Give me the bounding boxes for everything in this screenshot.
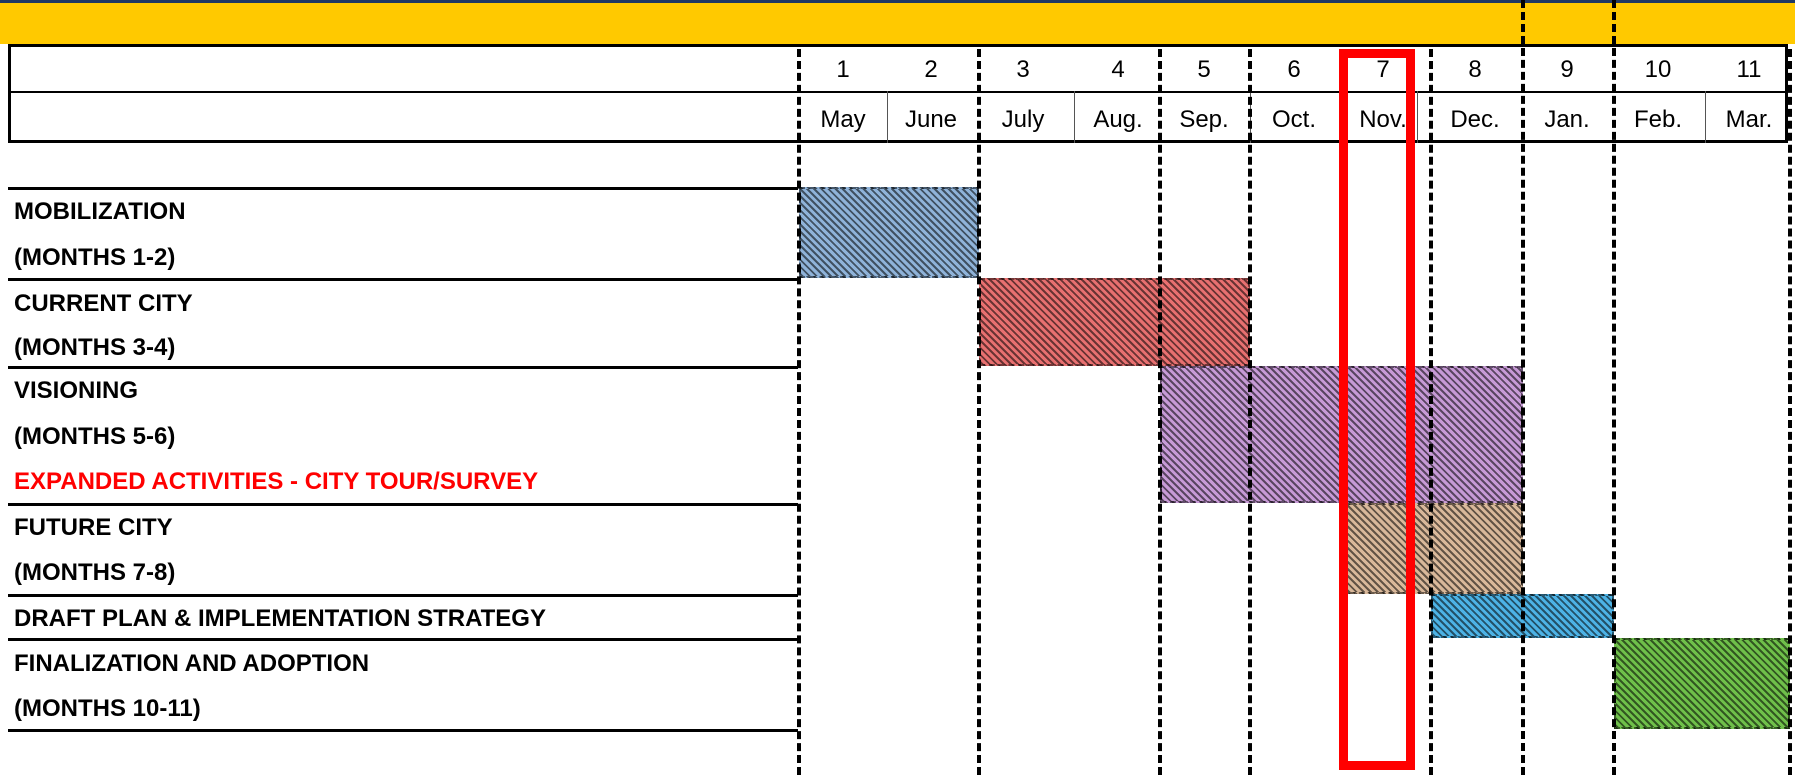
gridline [1158,49,1162,775]
month-number: 4 [1111,56,1125,83]
month-name: Aug. [1093,106,1143,133]
gridline [977,49,981,775]
row-separator [8,366,798,369]
month-name: July [1001,106,1045,133]
task-label: (MONTHS 10-11) [14,695,201,722]
month-number: 5 [1197,56,1211,83]
gridline [797,49,801,775]
gridline [1248,49,1252,775]
month-number: 2 [924,56,938,83]
row-separator [8,729,798,732]
month-number: 3 [1016,56,1030,83]
current-month-highlight [1339,49,1415,770]
gridline [1788,49,1792,775]
task-label: (MONTHS 3-4) [14,334,176,361]
task-bar-mobilization [799,187,979,278]
month-name: Mar. [1725,106,1773,133]
title-banner [0,0,1795,44]
row-separator [8,594,798,597]
month-number: 6 [1287,56,1301,83]
month-number: 7 [1376,56,1390,83]
task-bar-current-city [979,278,1250,366]
month-number: 10 [1644,56,1672,83]
month-name: May [820,106,866,133]
task-label: (MONTHS 5-6) [14,423,176,450]
row-separator [8,187,798,190]
gridline [1429,49,1433,775]
month-number: 9 [1560,56,1574,83]
task-label: CURRENT CITY [14,290,193,317]
month-number: 8 [1468,56,1482,83]
task-label: (MONTHS 1-2) [14,244,176,271]
task-label-expanded: EXPANDED ACTIVITIES - CITY TOUR/SURVEY [14,468,539,495]
task-label: MOBILIZATION [14,198,186,225]
month-name: June [904,106,958,133]
task-label: (MONTHS 7-8) [14,559,176,586]
month-name: Sep. [1179,106,1229,133]
task-label: DRAFT PLAN & IMPLEMENTATION STRATEGY [14,605,546,632]
month-name: Jan. [1544,106,1590,133]
month-name: Oct. [1271,106,1316,133]
task-bar-finalization [1614,638,1790,729]
gridline [1612,0,1616,775]
row-separator [8,278,798,281]
month-name: Nov. [1359,106,1407,133]
task-label: FINALIZATION AND ADOPTION [14,650,370,677]
gridline [1521,0,1525,775]
month-number: 1 [836,56,850,83]
month-number: 11 [1736,56,1762,83]
month-name: Dec. [1450,106,1500,133]
task-label: VISIONING [14,377,139,404]
task-label: FUTURE CITY [14,514,173,541]
month-name: Feb. [1633,106,1683,133]
row-separator [8,638,798,641]
row-separator [8,503,798,506]
